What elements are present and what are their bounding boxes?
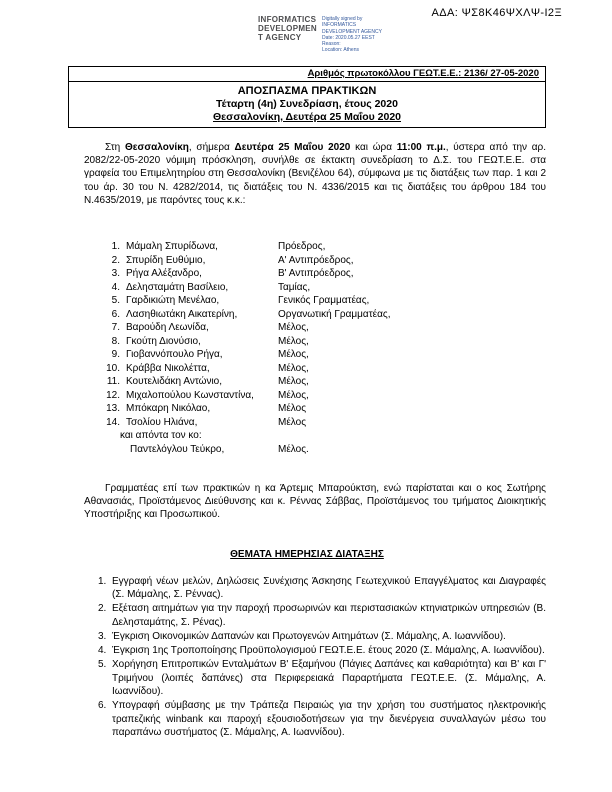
- agenda-item: [98, 575, 546, 602]
- agenda-text: Έγκριση 1ης Τροποποίησης Προϋπολογισμού ΓΕΩΤ.Ε.Ε. έτους 2020 (Σ. Μάμαλης, Α. Ιωαννίδου).: [112, 645, 545, 657]
- member-row: [102, 308, 546, 322]
- member-name: Βαρούδη Λεωνίδα,: [126, 322, 209, 334]
- agency-name-line: INFORMATICS: [258, 15, 317, 24]
- member-name: Σπυρίδη Ευθύμιο,: [126, 254, 206, 266]
- member-role: Μέλος,: [278, 376, 309, 388]
- member-role: Μέλος,: [278, 389, 309, 401]
- signature-detail-line: INFORMATICS: [322, 22, 357, 29]
- member-name: Ρήγα Αλέξανδρο,: [126, 268, 202, 280]
- member-name: Γκούτη Διονύσιο,: [126, 335, 201, 347]
- absent-label: και απόντα τον κο:: [120, 430, 202, 442]
- signature-detail-line: Reason:: [322, 41, 341, 47]
- member-number: 3.: [111, 268, 120, 280]
- agenda-number: 6.: [98, 700, 107, 712]
- place-date: Θεσσαλονίκη, Δευτέρα 25 Μαΐου 2020: [212, 111, 401, 123]
- intro-text: Στη: [105, 142, 125, 153]
- agenda-item: [98, 644, 546, 657]
- agency-name-line: T AGENCY: [258, 32, 302, 42]
- member-number: 1.: [111, 241, 120, 253]
- member-role: Μέλος: [278, 403, 307, 415]
- member-role: Μέλος,: [278, 349, 309, 361]
- member-name: Κράββα Νικολέττα,: [126, 362, 210, 374]
- member-number: 11.: [106, 376, 120, 388]
- agenda-text: Εξέταση αιτημάτων για την παροχή προσωρινών και περιστασιακών κτηνιατρικών υπηρεσιών (Β. Δελησταμάτης, Σ. Ρένας).: [112, 603, 546, 628]
- member-role: Μέλος,: [278, 335, 309, 347]
- title-row: [69, 82, 546, 128]
- signature-detail-line: Date: 2020.05.27 EEST: [322, 34, 375, 41]
- member-row: [102, 348, 546, 362]
- member-role: Α' Αντιπρόεδρος,: [278, 254, 354, 266]
- agenda-list: [98, 575, 546, 740]
- member-name: Τσολίου Ηλιάνα,: [126, 416, 198, 428]
- member-number: 10.: [106, 362, 120, 374]
- member-number: 12.: [106, 389, 120, 401]
- signature-agency-name: [258, 16, 317, 54]
- member-name: Μπόκαρη Νικόλαο,: [126, 403, 211, 415]
- member-number: 7.: [111, 322, 120, 334]
- member-row: [102, 375, 546, 389]
- ada-code: ΑΔΑ: ΨΣ8Κ46ΨΧΛΨ-Ι2Ξ: [431, 7, 562, 19]
- member-number: 13.: [106, 403, 120, 415]
- agenda-item: [98, 699, 546, 739]
- agenda-text: Χορήγηση Επιτροπικών Ενταλμάτων Β' Εξαμήνου (Πάγιες Δαπάνες και καθαριότητα) και Β' και Γ' Τριμήνου (λοιπές δαπάνες) στα Περιφερειακά Παραρτήματα ΓΕΩΤ.Ε.Ε. (Σ. Μάμαλης, Α. Ιωαννίδου).: [112, 659, 546, 697]
- members-list: [102, 240, 546, 429]
- intro-text: , ύστερα από την αρ. 2082/22-05-2020 νόμιμη πρόσκληση, συνήλθε σε έκτακτη συνεδρίαση το Δ.Σ. του ΓΕΩΤ.Ε.Ε. στα γραφεία του Επιμελητηρίου στη Θεσσαλονίκη (Βενιζέλου 64), σύμφωνα με τις διατάξεις των παρ. 1 και 2 του άρ. 30 του Ν. 4282/2014, τις διατάξεις του Ν. 4336/2015 και τις διατάξεις του άρθρου 184 του Ν.4635/2019, με παρόντες τους κ.κ.:: [84, 142, 547, 206]
- agenda-number: 5.: [98, 659, 107, 671]
- member-role: Οργανωτική Γραμματέας,: [278, 308, 391, 320]
- intro-text: , σήμερα: [188, 142, 235, 153]
- header-box: [68, 66, 546, 128]
- member-role: Πρόεδρος,: [278, 241, 326, 253]
- intro-bold-time: 11:00 π.μ.: [396, 142, 446, 153]
- signature-details: [322, 16, 400, 54]
- member-row: [102, 294, 546, 308]
- member-number: 9.: [111, 349, 120, 361]
- agenda-item: [98, 630, 546, 643]
- member-row: [102, 267, 546, 281]
- agenda-item: [98, 602, 546, 629]
- protocol-row: [69, 67, 546, 82]
- member-role: Β' Αντιπρόεδρος,: [278, 268, 354, 280]
- member-number: 5.: [111, 295, 120, 307]
- digital-signature-stamp: [258, 16, 400, 54]
- member-name: Γαρδικιώτη Μενέλαο,: [126, 295, 220, 307]
- member-name: Λασηθιωτάκη Αικατερίνη,: [126, 308, 238, 320]
- agenda-number: 2.: [98, 603, 107, 615]
- signature-detail-line: Digitally signed by: [322, 16, 363, 22]
- secretary-paragraph: Γραμματέας επί των πρακτικών η κα Άρτεμις Μπαρούκτση, ενώ παρίσταται και ο κος Σωτήρης Αθανασιάς, Προϊστάμενος Διεύθυνσης και κ. Ρέννας Σάββας, Προϊστάμενος του τμήματος Διοικητικής Υποστήριξης και Προσωπικού.: [84, 483, 546, 521]
- member-name: Μιχαλοπούλου Κωνσταντίνα,: [126, 389, 254, 401]
- intro-paragraph: [84, 141, 546, 207]
- signature-detail-line: DEVELOPMENT AGENCY: [322, 28, 382, 35]
- member-number: 4.: [111, 281, 120, 293]
- protocol-number: Αριθμός πρωτοκόλλου ΓΕΩΤ.Ε.Ε.: 2136/ 27-05-2020: [307, 68, 539, 79]
- absent-member-row: [130, 443, 612, 457]
- intro-bold-date: Δευτέρα 25 Μαΐου 2020: [234, 142, 351, 153]
- intro-text: και ώρα: [350, 142, 397, 153]
- member-role: Μέλος.: [278, 443, 309, 455]
- member-row: [102, 281, 546, 295]
- session-title: Τέταρτη (4η) Συνεδρίαση, έτους 2020: [216, 98, 398, 110]
- member-role: Μέλος,: [278, 322, 309, 334]
- member-number: 8.: [111, 335, 120, 347]
- member-name: Παντελόγλου Τεύκρο,: [130, 443, 225, 455]
- agenda-text: Εγγραφή νέων μελών, Δηλώσεις Συνέχισης Άσκησης Γεωτεχνικού Επαγγέλματος και Διαγραφές (Σ. Μάμαλης, Σ. Ρέννας).: [112, 575, 546, 600]
- member-name: Γιοβαννόπουλο Ρήγα,: [126, 349, 223, 361]
- agenda-heading: ΘΕΜΑΤΑ ΗΜΕΡΗΣΙΑΣ ΔΙΑΤΑΞΗΣ: [230, 548, 384, 560]
- agenda-text: Υπογραφή σύμβασης με την Τράπεζα Πειραιώς για την χρήση του συστήματος ηλεκτρονικής τραπεζικής winbank και παροχή εξουσιοδοτήσεων για την διενέργεια συναλλαγών μέσω του παραπάνω συστήματος (Σ. Μάμαλης, Α. Ιωαννίδου).: [112, 700, 546, 738]
- member-row: [102, 335, 546, 349]
- member-role: Μέλος: [278, 416, 307, 428]
- agency-name-line: DEVELOPMEN: [258, 23, 318, 33]
- agenda-number: 1.: [98, 575, 107, 587]
- member-number: 6.: [111, 308, 120, 320]
- agenda-number: 3.: [98, 630, 107, 642]
- member-row: [102, 254, 546, 268]
- member-role: Ταμίας,: [278, 281, 311, 293]
- member-name: Κουτελιδάκη Αντώνιο,: [126, 376, 223, 388]
- signature-detail-line: Location: Athens: [322, 47, 359, 54]
- member-role: Γενικός Γραμματέας,: [278, 295, 370, 307]
- document-title: ΑΠΟΣΠΑΣΜΑ ΠΡΑΚΤΙΚΩΝ: [237, 85, 377, 97]
- member-number: 14.: [106, 416, 120, 428]
- member-name: Μάμαλη Σπυρίδωνα,: [126, 241, 218, 253]
- member-row: [102, 402, 546, 416]
- member-row: [102, 416, 546, 430]
- member-name: Δελησταμάτη Βασίλειο,: [126, 281, 229, 293]
- member-row: [102, 240, 546, 254]
- member-role: Μέλος,: [278, 362, 309, 374]
- intro-bold-place: Θεσσαλονίκη: [124, 142, 189, 153]
- member-row: [102, 389, 546, 403]
- agenda-item: [98, 658, 546, 698]
- member-number: 2.: [111, 254, 120, 266]
- agenda-number: 4.: [98, 645, 107, 657]
- member-row: [102, 362, 546, 376]
- member-row: [102, 321, 546, 335]
- agenda-text: Έγκριση Οικονομικών Δαπανών και Πρωτογενών Αιτημάτων (Σ. Μάμαλης, Α. Ιωαννίδου).: [112, 630, 506, 642]
